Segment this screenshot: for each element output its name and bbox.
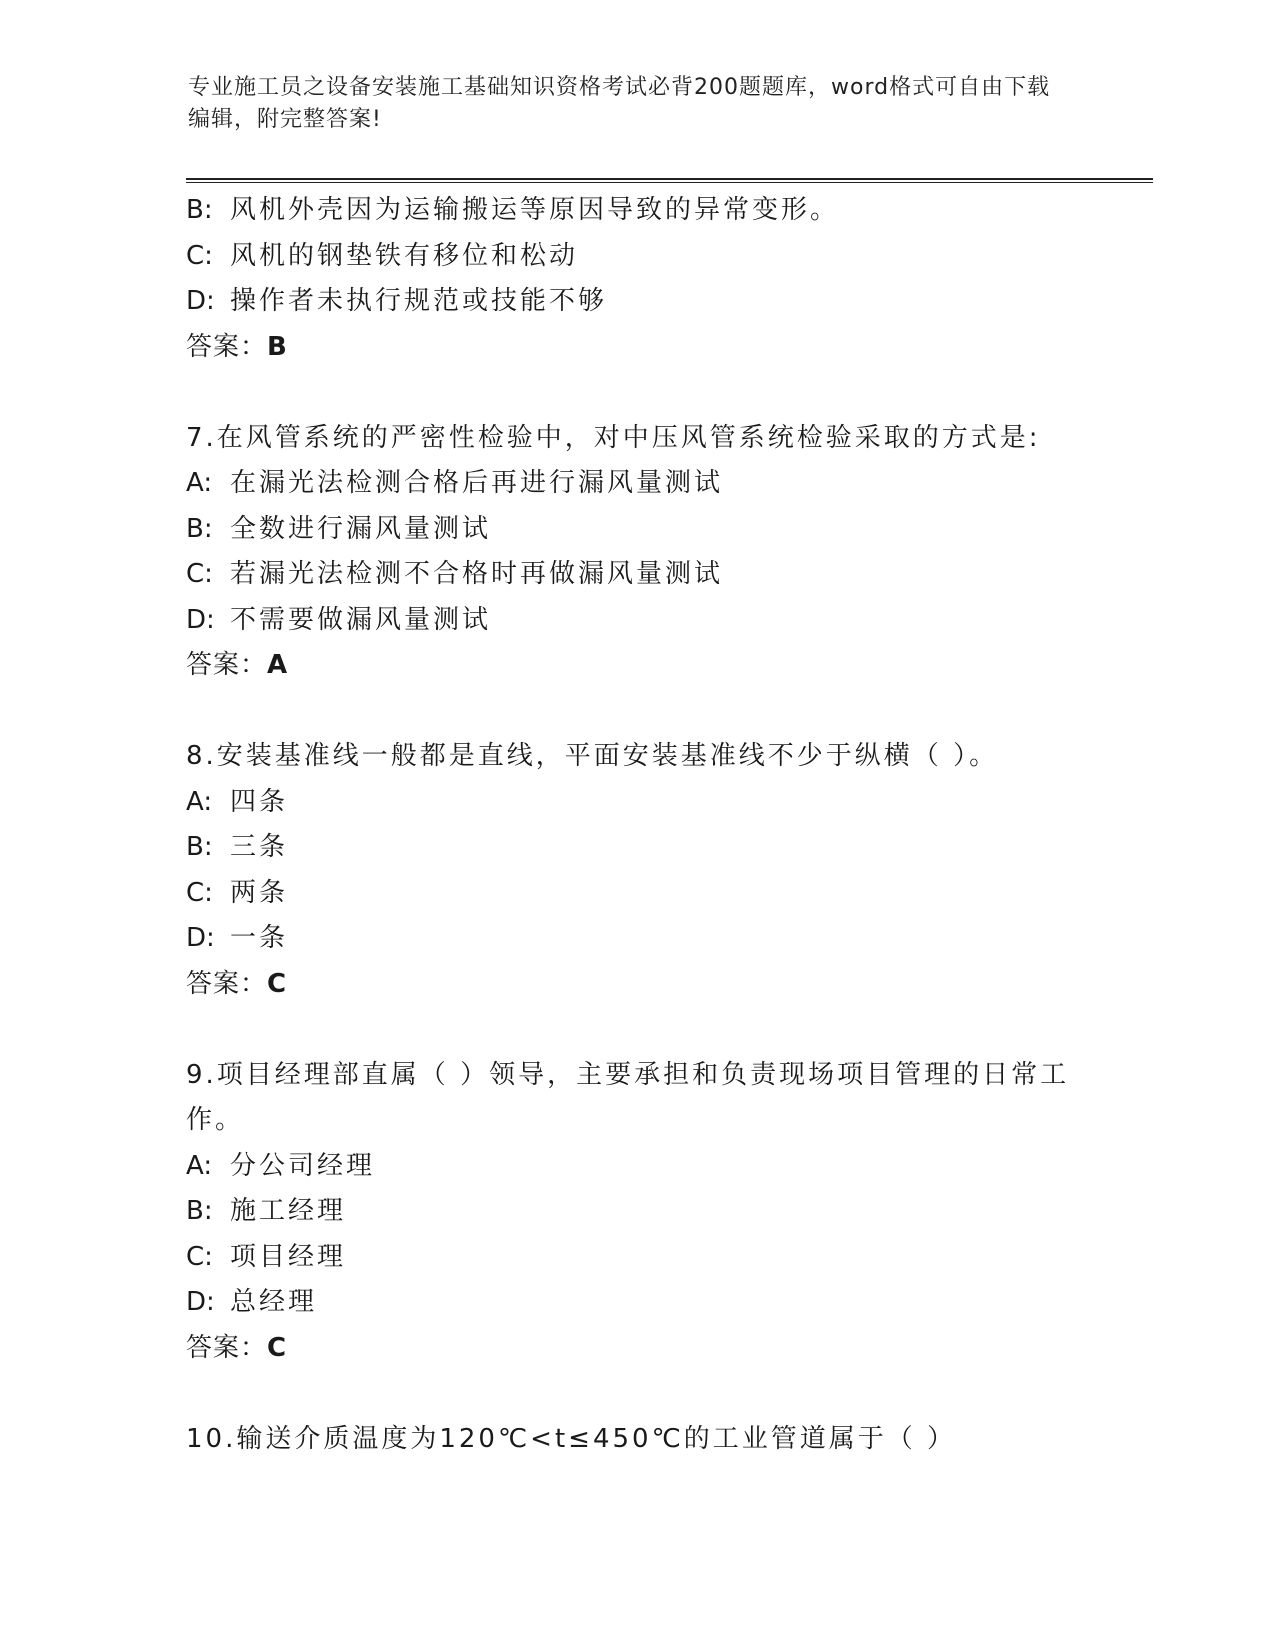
option-key: B:: [186, 513, 213, 544]
spacer: [186, 370, 1086, 416]
answer-label: 答案：: [186, 1332, 268, 1363]
option-b: [186, 825, 1086, 871]
option-key: A:: [186, 468, 213, 498]
answer-label: 答案：: [186, 650, 268, 680]
option-key: B:: [186, 195, 213, 225]
option-key: A:: [186, 1150, 213, 1181]
option-b: [186, 507, 1086, 553]
option-b: [186, 1189, 1086, 1235]
answer-value: C: [267, 968, 288, 999]
option-a: [186, 1144, 1086, 1190]
header-divider: [186, 178, 1153, 183]
option-text: 操作者未执行规范或技能不够: [230, 286, 608, 316]
option-c: [186, 234, 1086, 280]
option-text: 分公司经理: [230, 1150, 376, 1181]
option-text: 在漏光法检测合格后再进行漏风量测试: [230, 468, 724, 498]
answer-line: [186, 1326, 1086, 1372]
option-d: [186, 598, 1086, 644]
document-body: [186, 188, 1086, 1462]
spacer: [186, 1371, 1086, 1417]
option-text: 风机外壳因为运输搬运等原因导致的异常变形。: [230, 195, 840, 225]
option-c: [186, 871, 1086, 917]
page-header: 专业施工员之设备安装施工基础知识资格考试必背200题题库，word格式可自由下载编辑，附完整答案!: [188, 75, 1051, 132]
option-b: [186, 188, 1086, 234]
option-a: [186, 461, 1086, 507]
option-key: C:: [186, 240, 213, 271]
option-key: C:: [186, 1241, 213, 1272]
question-stem: 9.项目经理部直属（ ）领导，主要承担和负责现场项目管理的日常工作。: [186, 1059, 1070, 1135]
option-text: 总经理: [230, 1287, 318, 1317]
spacer: [186, 689, 1086, 735]
answer-line: [186, 643, 1086, 689]
option-key: C:: [186, 559, 213, 589]
answer-value: A: [267, 650, 289, 680]
option-text: 风机的钢垫铁有移位和松动: [230, 240, 579, 271]
answer-line: [186, 325, 1086, 371]
option-key: C:: [186, 877, 213, 908]
option-d: [186, 1280, 1086, 1326]
answer-line: [186, 962, 1086, 1008]
option-a: [186, 780, 1086, 826]
option-text: 若漏光法检测不合格时再做漏风量测试: [230, 559, 724, 589]
option-text: 四条: [230, 786, 289, 817]
option-d: [186, 916, 1086, 962]
option-key: D:: [186, 923, 215, 953]
option-c: [186, 552, 1086, 598]
option-text: 两条: [230, 877, 289, 908]
question-stem: 8.安装基准线一般都是直线，平面安装基准线不少于纵横（ ）。: [186, 741, 999, 771]
option-key: A:: [186, 786, 213, 817]
answer-label: 答案：: [186, 968, 268, 999]
option-text: 项目经理: [230, 1241, 347, 1272]
option-text: 不需要做漏风量测试: [230, 604, 492, 635]
spacer: [186, 1007, 1086, 1053]
option-key: D:: [186, 604, 215, 635]
question-stem: 10.输送介质温度为120℃<t≤450℃的工业管道属于（ ）: [186, 1423, 957, 1454]
option-c: [186, 1235, 1086, 1281]
option-text: 全数进行漏风量测试: [230, 513, 492, 544]
option-key: B:: [186, 1196, 213, 1226]
answer-value: C: [267, 1332, 288, 1363]
answer-value: B: [267, 331, 288, 362]
option-text: 三条: [230, 832, 289, 862]
option-key: D:: [186, 1287, 215, 1317]
option-d: [186, 279, 1086, 325]
answer-label: 答案：: [186, 331, 268, 362]
option-key: B:: [186, 832, 213, 862]
question-stem: 7.在风管系统的严密性检验中，对中压风管系统检验采取的方式是:: [186, 422, 1041, 453]
option-text: 一条: [230, 923, 289, 953]
option-key: D:: [186, 286, 215, 316]
option-text: 施工经理: [230, 1196, 347, 1226]
